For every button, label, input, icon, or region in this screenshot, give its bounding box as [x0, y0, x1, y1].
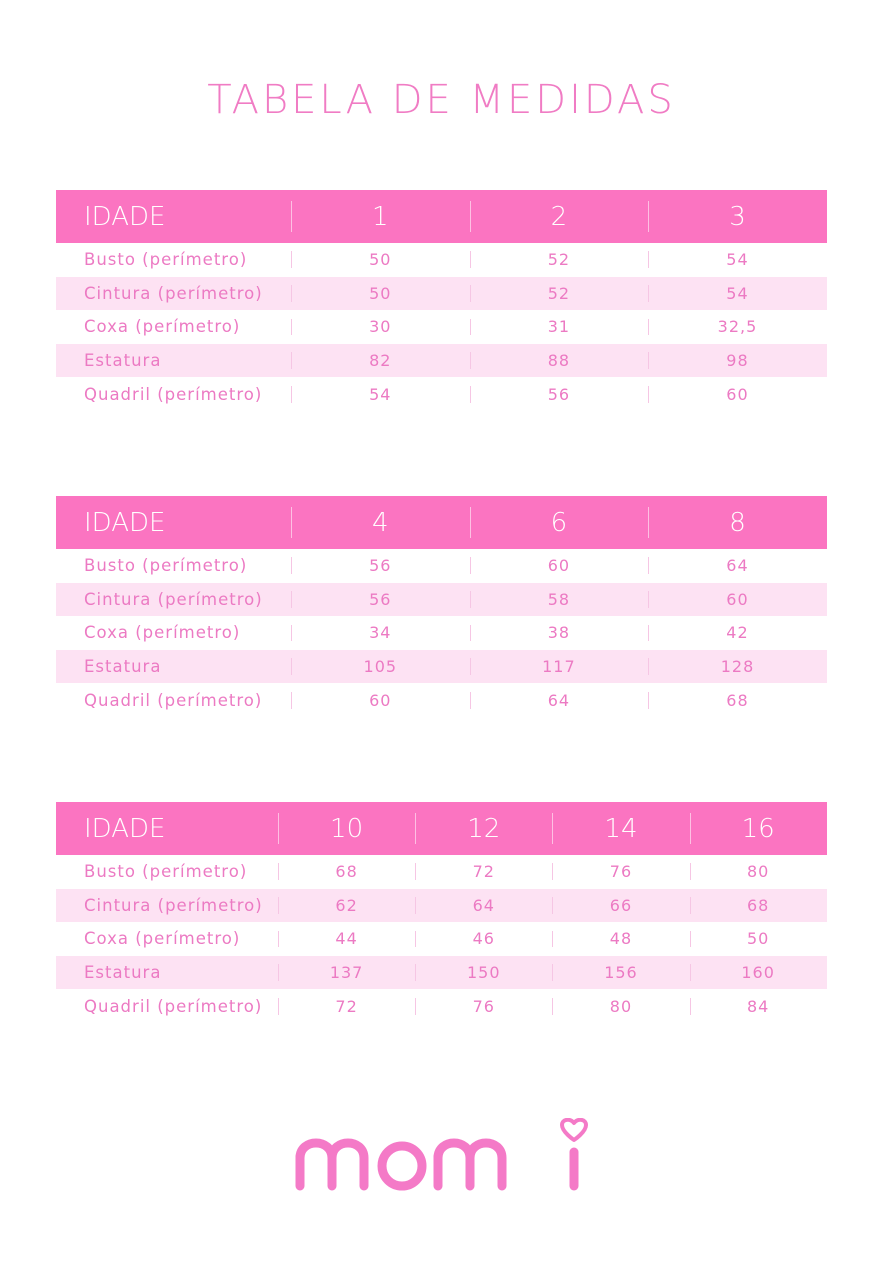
cell-value: 48: [552, 922, 689, 956]
cell-value: 62: [278, 889, 415, 923]
row-label: Cintura (perímetro): [84, 283, 263, 303]
cell-value: 137: [278, 956, 415, 990]
row-label: Estatura: [84, 657, 162, 677]
table-row: [56, 377, 827, 411]
header-cell-age: 14: [552, 802, 689, 855]
cell-value: 54: [648, 277, 827, 311]
cell-value: 31: [470, 310, 649, 344]
cell-value: 56: [291, 549, 470, 583]
header-cell-idade: IDADE: [84, 507, 166, 538]
cell-value: 52: [470, 277, 649, 311]
table-row: [56, 922, 827, 956]
row-label: Quadril (perímetro): [84, 996, 263, 1016]
cell-value: 84: [690, 989, 827, 1023]
cell-value: 34: [291, 616, 470, 650]
cell-value: 46: [415, 922, 552, 956]
cell-value: 68: [690, 889, 827, 923]
table-row: [56, 277, 827, 311]
cell-value: 50: [291, 277, 470, 311]
cell-value: 30: [291, 310, 470, 344]
cell-value: 80: [690, 855, 827, 889]
table-row: [56, 616, 827, 650]
header-cell-age: 3: [648, 190, 827, 243]
table-row: [56, 989, 827, 1023]
table-header: [56, 190, 827, 243]
cell-value: 42: [648, 616, 827, 650]
row-label: Cintura (perímetro): [84, 589, 263, 609]
size-table-ages-4-8: [56, 496, 827, 717]
cell-value: 44: [278, 922, 415, 956]
header-cell-age: 1: [291, 190, 470, 243]
cell-value: 105: [291, 650, 470, 684]
cell-value: 54: [648, 243, 827, 277]
cell-value: 60: [470, 549, 649, 583]
header-cell-age: 6: [470, 496, 649, 549]
header-cell-idade: IDADE: [84, 201, 166, 232]
cell-value: 58: [470, 583, 649, 617]
cell-value: 64: [648, 549, 827, 583]
table-row: [56, 889, 827, 923]
cell-value: 60: [648, 377, 827, 411]
cell-value: 66: [552, 889, 689, 923]
cell-value: 32,5: [648, 310, 827, 344]
row-label: Busto (perímetro): [84, 862, 248, 882]
size-table-ages-1-3: [56, 190, 827, 411]
heart-icon: [562, 1120, 586, 1140]
cell-value: 60: [291, 683, 470, 717]
momi-logo: [292, 1118, 592, 1198]
row-label: Quadril (perímetro): [84, 384, 263, 404]
row-label: Coxa (perímetro): [84, 317, 241, 337]
cell-value: 50: [291, 243, 470, 277]
cell-value: 98: [648, 344, 827, 378]
cell-value: 64: [415, 889, 552, 923]
row-label: Coxa (perímetro): [84, 929, 241, 949]
cell-value: 160: [690, 956, 827, 990]
page-title: TABELA DE MEDIDAS: [207, 77, 676, 123]
cell-value: 80: [552, 989, 689, 1023]
size-table-ages-10-16: [56, 802, 827, 1023]
cell-value: 150: [415, 956, 552, 990]
table-header: [56, 496, 827, 549]
cell-value: 60: [648, 583, 827, 617]
cell-value: 68: [278, 855, 415, 889]
table-row: [56, 583, 827, 617]
row-label: Cintura (perímetro): [84, 895, 263, 915]
header-cell-idade: IDADE: [84, 813, 166, 844]
cell-value: 82: [291, 344, 470, 378]
cell-value: 68: [648, 683, 827, 717]
cell-value: 72: [278, 989, 415, 1023]
table-row: [56, 683, 827, 717]
row-label: Quadril (perímetro): [84, 690, 263, 710]
row-label: Estatura: [84, 963, 162, 983]
table-row: [56, 344, 827, 378]
table-row: [56, 243, 827, 277]
cell-value: 76: [415, 989, 552, 1023]
row-label: Busto (perímetro): [84, 250, 248, 270]
header-cell-age: 12: [415, 802, 552, 855]
cell-value: 88: [470, 344, 649, 378]
cell-value: 128: [648, 650, 827, 684]
cell-value: 50: [690, 922, 827, 956]
table-row: [56, 650, 827, 684]
header-cell-age: 4: [291, 496, 470, 549]
cell-value: 52: [470, 243, 649, 277]
row-label: Coxa (perímetro): [84, 623, 241, 643]
table-row: [56, 549, 827, 583]
cell-value: 117: [470, 650, 649, 684]
cell-value: 72: [415, 855, 552, 889]
cell-value: 64: [470, 683, 649, 717]
table-row: [56, 310, 827, 344]
table-row: [56, 956, 827, 990]
header-cell-age: 10: [278, 802, 415, 855]
cell-value: 38: [470, 616, 649, 650]
cell-value: 56: [291, 583, 470, 617]
row-label: Estatura: [84, 351, 162, 371]
table-header: [56, 802, 827, 855]
header-cell-age: 16: [690, 802, 827, 855]
table-row: [56, 855, 827, 889]
header-cell-age: 2: [470, 190, 649, 243]
header-cell-age: 8: [648, 496, 827, 549]
cell-value: 76: [552, 855, 689, 889]
cell-value: 54: [291, 377, 470, 411]
cell-value: 156: [552, 956, 689, 990]
cell-value: 56: [470, 377, 649, 411]
row-label: Busto (perímetro): [84, 556, 248, 576]
